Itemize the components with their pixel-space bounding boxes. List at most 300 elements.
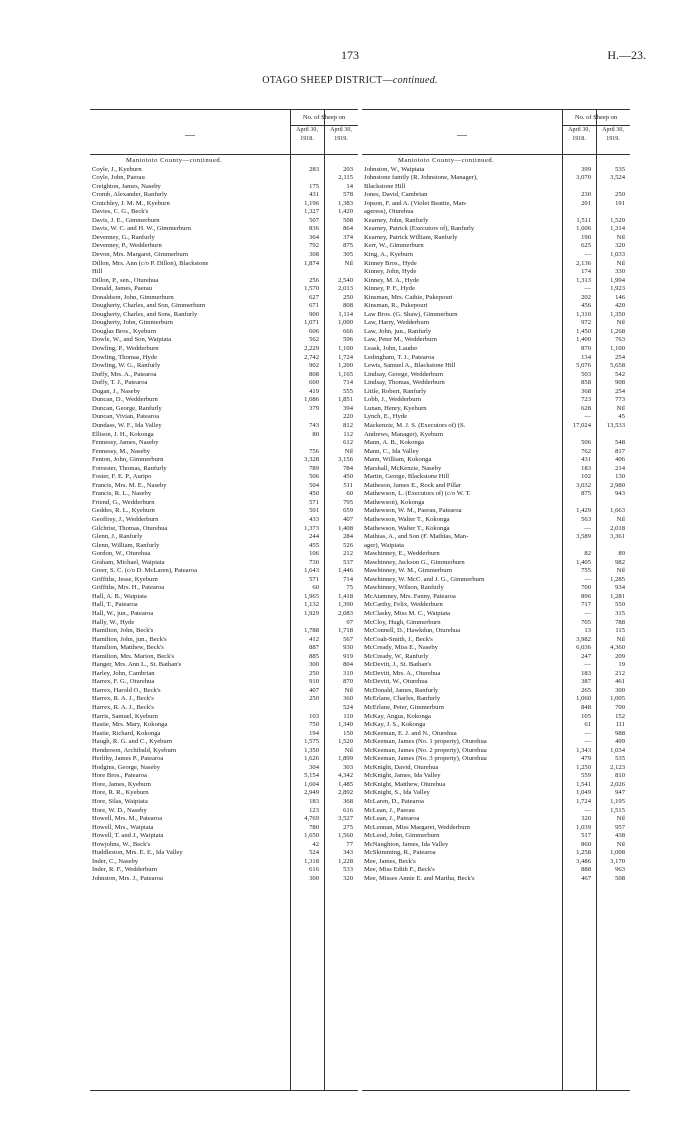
sheep-1919: 275 bbox=[343, 823, 353, 831]
right-rows bbox=[362, 166, 630, 884]
sheep-1918: 1,327 bbox=[304, 208, 319, 216]
sheep-1919: 212 bbox=[343, 550, 353, 558]
sheep-1919: 537 bbox=[343, 558, 353, 566]
owner-name: Devon, Mrs. Margaret, Gimmerburn bbox=[92, 251, 189, 259]
table-row bbox=[362, 533, 630, 542]
sheep-1918: 412 bbox=[309, 635, 319, 643]
sheep-1918: 1,060 bbox=[576, 695, 591, 703]
owner-name: Hore, R. R., Kyeburn bbox=[92, 789, 149, 797]
sheep-1918: 900 bbox=[309, 310, 319, 318]
sheep-1919: 3,527 bbox=[338, 815, 353, 823]
owner-name: McCready, W., Ranfurly bbox=[364, 652, 429, 660]
table-row bbox=[90, 345, 358, 354]
table-row bbox=[362, 362, 630, 371]
page-title bbox=[0, 75, 700, 86]
sheep-1919: 14 bbox=[346, 182, 353, 190]
table-row bbox=[362, 268, 630, 277]
owner-name: Glenn, J., Ranfurly bbox=[92, 533, 143, 541]
sheep-1919: 152 bbox=[615, 712, 625, 720]
table-row bbox=[90, 542, 358, 551]
table-row bbox=[362, 405, 630, 414]
owner-name: Duncan, George, Ranfurly bbox=[92, 404, 162, 412]
sheep-1918: 616 bbox=[309, 866, 319, 874]
sheep-1918: 627 bbox=[309, 293, 319, 301]
sheep-1919: 394 bbox=[343, 404, 353, 412]
sheep-1918: 503 bbox=[581, 370, 591, 378]
owner-name: McKnight, Matthew, Oturehua bbox=[364, 780, 446, 788]
sheep-1919: 700 bbox=[615, 704, 625, 711]
table-row bbox=[362, 242, 630, 251]
owner-name: Kinsman, Mrs. Cathie, Pukepouri bbox=[364, 293, 453, 301]
table-row bbox=[362, 584, 630, 593]
sheep-1918: 419 bbox=[309, 387, 319, 395]
sheep-1918 bbox=[288, 268, 322, 277]
sheep-1918: 4,769 bbox=[304, 815, 319, 823]
owner-name: Johnston, W., Waipiata bbox=[364, 165, 425, 173]
owner-name: Ledingham, T. J., Patearoa bbox=[364, 353, 435, 361]
owner-name: McErlane, Peter, Gimmerburn bbox=[364, 704, 444, 711]
sheep-1918: 17,024 bbox=[572, 421, 591, 429]
sheep-1918: 433 bbox=[309, 515, 319, 523]
sheep-1918: 106 bbox=[309, 550, 319, 558]
table-row bbox=[90, 636, 358, 645]
sheep-1918: 194 bbox=[309, 729, 319, 737]
sheep-1918: 870 bbox=[581, 345, 591, 353]
sheep-1919: 374 bbox=[343, 233, 353, 241]
owner-name: ageress), Oturehua bbox=[364, 208, 414, 216]
sheep-1919: 1,034 bbox=[610, 746, 625, 754]
sheep-1919: 957 bbox=[615, 823, 625, 831]
sheep-1919: 1,923 bbox=[610, 285, 625, 293]
owner-name: Coyle, John, Paerau bbox=[92, 174, 145, 182]
sheep-1919: 3,361 bbox=[610, 533, 625, 541]
owner-name: Gordon, W., Oturehua bbox=[92, 550, 151, 558]
owner-name: Haugh, R. G. and C., Kyeburn bbox=[92, 738, 173, 746]
sheep-1919: 795 bbox=[343, 498, 353, 506]
table-row bbox=[90, 678, 358, 687]
table-row bbox=[90, 875, 358, 884]
owner-name: McLennan, Miss Margaret, Wedderburn bbox=[364, 823, 470, 831]
table-row bbox=[362, 260, 630, 269]
sheep-1919: 2,123 bbox=[610, 763, 625, 771]
sheep-1918: 265 bbox=[581, 686, 591, 694]
table-row bbox=[90, 208, 358, 217]
table-row bbox=[90, 832, 358, 841]
sheep-1919: 2,018 bbox=[610, 524, 625, 532]
table-row bbox=[90, 841, 358, 850]
owner-name: McErlane, Charles, Ranfurly bbox=[364, 695, 441, 703]
right-table bbox=[362, 109, 630, 1091]
header-group: No. of Sheep on bbox=[290, 110, 358, 126]
owner-name: Hore, Silas, Waipiata bbox=[92, 798, 148, 806]
owner-name: McKay, J. S., Kokonga bbox=[364, 721, 426, 729]
table-row bbox=[362, 388, 630, 397]
owner-name: Martin, George, Blackstone Hill bbox=[364, 473, 450, 481]
header-blank: — bbox=[457, 130, 467, 141]
sheep-1919: 360 bbox=[343, 695, 353, 703]
table-row bbox=[362, 704, 630, 713]
sheep-1918: 183 bbox=[581, 669, 591, 677]
sheep-1919: 315 bbox=[615, 609, 625, 617]
sheep-1918 bbox=[288, 439, 322, 448]
sheep-1919: 1,515 bbox=[610, 806, 625, 814]
document-reference: H.—23. bbox=[607, 48, 646, 62]
table-row bbox=[362, 824, 630, 833]
table-row bbox=[362, 678, 630, 687]
table-row bbox=[90, 619, 358, 628]
sheep-1918: 902 bbox=[309, 362, 319, 370]
sheep-1919: 1,314 bbox=[610, 225, 625, 233]
sheep-1918: 5,076 bbox=[576, 362, 591, 370]
owner-name: Hamilton, Mrs. Marion, Beck's bbox=[92, 652, 175, 660]
owner-name: Dugan, J., Naseby bbox=[92, 387, 141, 395]
sheep-1919: 1,114 bbox=[338, 310, 353, 318]
sheep-1918: 42 bbox=[312, 840, 319, 848]
owner-name: Mawhinney, E., Wedderburn bbox=[364, 550, 440, 558]
sheep-1918: 183 bbox=[581, 464, 591, 472]
table-row bbox=[90, 567, 358, 576]
sheep-1919 bbox=[594, 499, 628, 508]
owner-name: Jones, David, Cambrian bbox=[364, 191, 428, 199]
sheep-1919: 112 bbox=[343, 430, 353, 438]
owner-name: Hastie, Richard, Kokonga bbox=[92, 729, 161, 737]
owner-name: Graham, Michael, Waipiata bbox=[92, 558, 165, 566]
sheep-1919: 542 bbox=[615, 370, 625, 378]
table-row bbox=[362, 354, 630, 363]
table-row bbox=[90, 431, 358, 440]
sheep-1918: 80 bbox=[312, 430, 319, 438]
owner-name: Kinney, John, Hyde bbox=[364, 268, 417, 276]
sheep-1919: 817 bbox=[615, 447, 625, 455]
sheep-1919: 930 bbox=[343, 644, 353, 652]
sheep-1919: 89 bbox=[618, 550, 625, 558]
sheep-1919: 659 bbox=[343, 507, 353, 515]
sheep-1918: 910 bbox=[309, 678, 319, 686]
owner-name: Griffiths, Mrs. H., Patearoa bbox=[92, 584, 165, 592]
table-row bbox=[362, 277, 630, 286]
sheep-1918: 563 bbox=[581, 515, 591, 523]
table-row bbox=[362, 721, 630, 730]
owner-name: McKay, Angus, Kokonga bbox=[364, 712, 431, 720]
sheep-1918: 123 bbox=[309, 806, 319, 814]
sheep-1919 bbox=[594, 208, 628, 217]
owner-name: Harris, Samuel, Kyeburn bbox=[92, 712, 158, 720]
owner-name: Hall, W., jun., Patearoa bbox=[92, 609, 154, 617]
sheep-1919: 19 bbox=[618, 661, 625, 669]
sheep-1918: 455 bbox=[309, 541, 319, 549]
table-row bbox=[90, 379, 358, 388]
table-row bbox=[90, 781, 358, 790]
owner-name: Dowling, Thomas, Hyde bbox=[92, 353, 158, 361]
sheep-1918: 368 bbox=[581, 387, 591, 395]
section-heading: Maniototo County—continued. bbox=[398, 157, 495, 164]
sheep-1919: 115 bbox=[615, 627, 625, 635]
sheep-1919: Nil bbox=[616, 233, 625, 241]
owner-name: Hill bbox=[92, 268, 103, 276]
owner-name: Francis, R. L., Naseby bbox=[92, 490, 152, 498]
sheep-1919: 1,899 bbox=[338, 755, 353, 763]
sheep-1919: 368 bbox=[343, 798, 353, 806]
page-number: 173 bbox=[341, 48, 359, 62]
owner-name: Blackstone Hill bbox=[364, 182, 406, 190]
sheep-1919: 438 bbox=[615, 832, 625, 840]
table-row bbox=[90, 593, 358, 602]
sheep-1918: — bbox=[584, 609, 591, 617]
right-table-body bbox=[362, 157, 630, 883]
sheep-1918 bbox=[288, 704, 322, 713]
sheep-1918: 1,313 bbox=[576, 276, 591, 284]
sheep-1918: — bbox=[584, 729, 591, 737]
sheep-1919: 1,200 bbox=[338, 362, 353, 370]
sheep-1918 bbox=[288, 174, 322, 183]
sheep-1919: 943 bbox=[615, 490, 625, 498]
sheep-1919: Nil bbox=[616, 840, 625, 848]
sheep-1919: 947 bbox=[615, 789, 625, 797]
owner-name: Dougherty, Charles, and Son, Gimmerburn bbox=[92, 302, 206, 310]
sheep-1919: 1,851 bbox=[338, 396, 353, 404]
owner-name: McKnight, James, Ida Valley bbox=[364, 772, 441, 780]
sheep-1919: 209 bbox=[615, 652, 625, 660]
sheep-1919: 3,170 bbox=[610, 857, 625, 865]
sheep-1918: 756 bbox=[309, 447, 319, 455]
table-row bbox=[362, 815, 630, 824]
owner-name: Kearney, Patrick (Executors of), Ranfurly bbox=[364, 225, 475, 233]
sheep-1918: 717 bbox=[581, 601, 591, 609]
table-row bbox=[362, 781, 630, 790]
sheep-1918: 250 bbox=[309, 695, 319, 703]
owner-name: Fennessy, James, Naseby bbox=[92, 439, 159, 447]
sheep-1918: 1,429 bbox=[576, 507, 591, 515]
sheep-1918: 3,328 bbox=[304, 456, 319, 464]
table-row bbox=[90, 405, 358, 414]
owner-name: McCarthy, Felix, Wedderburn bbox=[364, 601, 443, 609]
table-row bbox=[362, 567, 630, 576]
sheep-1919: Nil bbox=[616, 635, 625, 643]
sheep-1918: 1,929 bbox=[304, 609, 319, 617]
table-row bbox=[90, 815, 358, 824]
owner-name: Davis, W. C. and H. W., Gimmerburn bbox=[92, 225, 191, 233]
sheep-1918: 1,196 bbox=[304, 199, 319, 207]
owner-name: Geoffrey, J., Wedderburn bbox=[92, 515, 159, 523]
sheep-1919: 303 bbox=[343, 763, 353, 771]
sheep-1918: 671 bbox=[309, 302, 319, 310]
owner-name: Geddes, R. L., Kyeburn bbox=[92, 507, 155, 515]
owner-name: Herlihy, James P., Patearoa bbox=[92, 755, 164, 763]
table-row bbox=[90, 371, 358, 380]
owner-name: Dillon, Mrs. Ann (c/o P. Dillon), Blackstone bbox=[92, 259, 209, 267]
owner-name: Francis, Mrs. M. E., Naseby bbox=[92, 481, 167, 489]
sheep-1919: 714 bbox=[343, 379, 353, 387]
sheep-1919: 220 bbox=[343, 413, 353, 421]
header-blank: — bbox=[185, 130, 195, 141]
sheep-1919: 1,350 bbox=[610, 310, 625, 318]
table-row bbox=[90, 225, 358, 234]
owner-name: Duffy, T. J., Patearoa bbox=[92, 379, 148, 387]
owner-name: Mawhinney, Jackson G., Gimmerburn bbox=[364, 558, 465, 566]
owner-name: McLean, J., Patearoa bbox=[364, 815, 420, 823]
sheep-1918: 1,132 bbox=[304, 601, 319, 609]
sheep-1918: 431 bbox=[309, 191, 319, 199]
owner-name: King, A., Kyeburn bbox=[364, 251, 413, 259]
sheep-1919: Nil bbox=[616, 259, 625, 267]
sheep-1919: 305 bbox=[343, 251, 353, 259]
owner-name: Creighton, James, Naseby bbox=[92, 182, 161, 190]
sheep-1919: 864 bbox=[343, 225, 353, 233]
sheep-1918: 705 bbox=[581, 618, 591, 626]
sheep-1918: — bbox=[584, 524, 591, 532]
sheep-1919: 535 bbox=[615, 755, 625, 763]
owner-name: Law, John, jun., Ranfurly bbox=[364, 327, 432, 335]
owner-name: Hamilton, John, jun., Beck's bbox=[92, 635, 167, 643]
sheep-1919: 550 bbox=[615, 601, 625, 609]
section-heading: Maniototo County—continued. bbox=[126, 157, 223, 164]
table-row bbox=[90, 550, 358, 559]
table-row bbox=[362, 490, 630, 499]
owner-name: Kearney, John, Ranfurly bbox=[364, 216, 429, 224]
table-row bbox=[362, 789, 630, 798]
sheep-1919: 982 bbox=[615, 558, 625, 566]
owner-name: McDevitt, W., Oturehua bbox=[364, 678, 428, 686]
sheep-1919: 75 bbox=[346, 584, 353, 592]
sheep-1918: 562 bbox=[309, 336, 319, 344]
table-row bbox=[362, 456, 630, 465]
sheep-1918: 1,626 bbox=[304, 755, 319, 763]
owner-name: Kinney Bros., Hyde bbox=[364, 259, 417, 267]
table-row bbox=[90, 687, 358, 696]
owner-name: Mee, Miss Edith F., Beck's bbox=[364, 866, 435, 874]
left-table-header bbox=[90, 110, 358, 155]
sheep-1919: 1,195 bbox=[610, 798, 625, 806]
owner-name: Kearney, Patrick William, Ranfurly bbox=[364, 233, 458, 241]
table-row bbox=[90, 789, 358, 798]
owner-name: Lynch, E., Hyde bbox=[364, 413, 408, 421]
sheep-1918: 789 bbox=[309, 464, 319, 472]
owner-name: Foster, F. E. P., Auripo bbox=[92, 473, 152, 481]
table-row bbox=[362, 371, 630, 380]
sheep-1918: 848 bbox=[581, 704, 591, 711]
table-row bbox=[90, 490, 358, 499]
table-row bbox=[362, 832, 630, 841]
sheep-1919: 60 bbox=[346, 490, 353, 498]
table-row bbox=[90, 824, 358, 833]
sheep-1919 bbox=[594, 542, 628, 551]
table-row bbox=[362, 379, 630, 388]
sheep-1918 bbox=[560, 183, 594, 192]
table-row bbox=[90, 482, 358, 491]
sheep-1919: 2,083 bbox=[338, 609, 353, 617]
sheep-1919: Nil bbox=[616, 319, 625, 327]
sheep-1919: 4,342 bbox=[338, 772, 353, 780]
table-row bbox=[90, 525, 358, 534]
sheep-1918: 571 bbox=[309, 575, 319, 583]
sheep-1918: 2,949 bbox=[304, 789, 319, 797]
sheep-1918: 450 bbox=[309, 490, 319, 498]
table-row bbox=[90, 798, 358, 807]
header-col-1919: April 30, 1919. bbox=[330, 127, 352, 142]
sheep-1919: 870 bbox=[343, 678, 353, 686]
owner-name: Davis, J. E., Gimmerburn bbox=[92, 216, 160, 224]
owner-name: Dougherty, Charles, and Sons, Ranfurly bbox=[92, 310, 198, 318]
owner-name: Dowling, P., Wedderburn bbox=[92, 345, 159, 353]
owner-name: Hodgins, George, Naseby bbox=[92, 763, 161, 771]
sheep-1919: 1,718 bbox=[338, 627, 353, 635]
sheep-1918: 201 bbox=[581, 199, 591, 207]
table-row bbox=[90, 807, 358, 816]
table-row bbox=[362, 234, 630, 243]
table-row bbox=[362, 601, 630, 610]
sheep-1919: 508 bbox=[615, 874, 625, 882]
sheep-1918: 504 bbox=[309, 481, 319, 489]
sheep-1918: 517 bbox=[581, 832, 591, 840]
owner-name: Mathewson, L. (Executors of) (c/o W. T. bbox=[364, 490, 471, 498]
table-row bbox=[362, 764, 630, 773]
sheep-1919: 407 bbox=[343, 515, 353, 523]
sheep-1919: 508 bbox=[343, 216, 353, 224]
sheep-1918: 755 bbox=[581, 567, 591, 575]
owner-name: Law, Peter M., Wedderburn bbox=[364, 336, 437, 344]
table-row bbox=[362, 482, 630, 491]
sheep-1919: 1,008 bbox=[610, 849, 625, 857]
sheep-1918: 13 bbox=[584, 627, 591, 635]
owner-name: Harrex, R. A. J., Beck's bbox=[92, 695, 154, 703]
sheep-1919: 763 bbox=[615, 336, 625, 344]
sheep-1919: 3,524 bbox=[610, 174, 625, 182]
table-row bbox=[362, 319, 630, 328]
owner-name: Greer, S. C. (c/o D. McLaren), Patearoa bbox=[92, 567, 198, 575]
owner-name: Cromb, Alexander, Ranfurly bbox=[92, 191, 168, 199]
table-row bbox=[90, 730, 358, 739]
owner-name: McDonald, James, Ranfurly bbox=[364, 686, 439, 694]
sheep-1918: 308 bbox=[309, 251, 319, 259]
table-row bbox=[90, 413, 358, 422]
owner-name: Inder, C., Naseby bbox=[92, 857, 139, 865]
owner-name: Davies, C. G., Beck's bbox=[92, 208, 149, 216]
table-row bbox=[362, 285, 630, 294]
table-row bbox=[362, 200, 630, 209]
sheep-1919: 77 bbox=[346, 840, 353, 848]
sheep-1919: 1,100 bbox=[338, 345, 353, 353]
left-rows bbox=[90, 166, 358, 884]
sheep-1919: 578 bbox=[343, 191, 353, 199]
header-col-1918: April 30, 1918. bbox=[568, 127, 590, 142]
owner-name: Lindsay, George, Wedderburn bbox=[364, 370, 443, 378]
sheep-1918: 1,343 bbox=[576, 746, 591, 754]
owner-name: McKnight, David, Oturehua bbox=[364, 763, 439, 771]
table-row bbox=[362, 516, 630, 525]
table-row bbox=[90, 396, 358, 405]
owner-name: Marshall, McKenzie, Naseby bbox=[364, 464, 442, 472]
sheep-1918: 501 bbox=[309, 507, 319, 515]
sheep-1919: 934 bbox=[615, 584, 625, 592]
table-row bbox=[362, 807, 630, 816]
sheep-1919: 45 bbox=[618, 413, 625, 421]
sheep-1918: 2,229 bbox=[304, 345, 319, 353]
table-row bbox=[90, 713, 358, 722]
owner-name: McCoah-Smith, J., Beck's bbox=[364, 635, 433, 643]
sheep-1919: 461 bbox=[615, 678, 625, 686]
sheep-1919: 300 bbox=[615, 686, 625, 694]
sheep-1918: 3,070 bbox=[576, 174, 591, 182]
table-row bbox=[90, 268, 358, 277]
table-row bbox=[362, 507, 630, 516]
sheep-1919: 788 bbox=[615, 618, 625, 626]
table-row bbox=[90, 319, 358, 328]
owner-name: McSkimming, R., Patearoa bbox=[364, 849, 436, 857]
sheep-1918: 1,511 bbox=[576, 216, 591, 224]
sheep-1918: 750 bbox=[309, 721, 319, 729]
sheep-1918: 3,982 bbox=[576, 635, 591, 643]
table-row bbox=[362, 439, 630, 448]
